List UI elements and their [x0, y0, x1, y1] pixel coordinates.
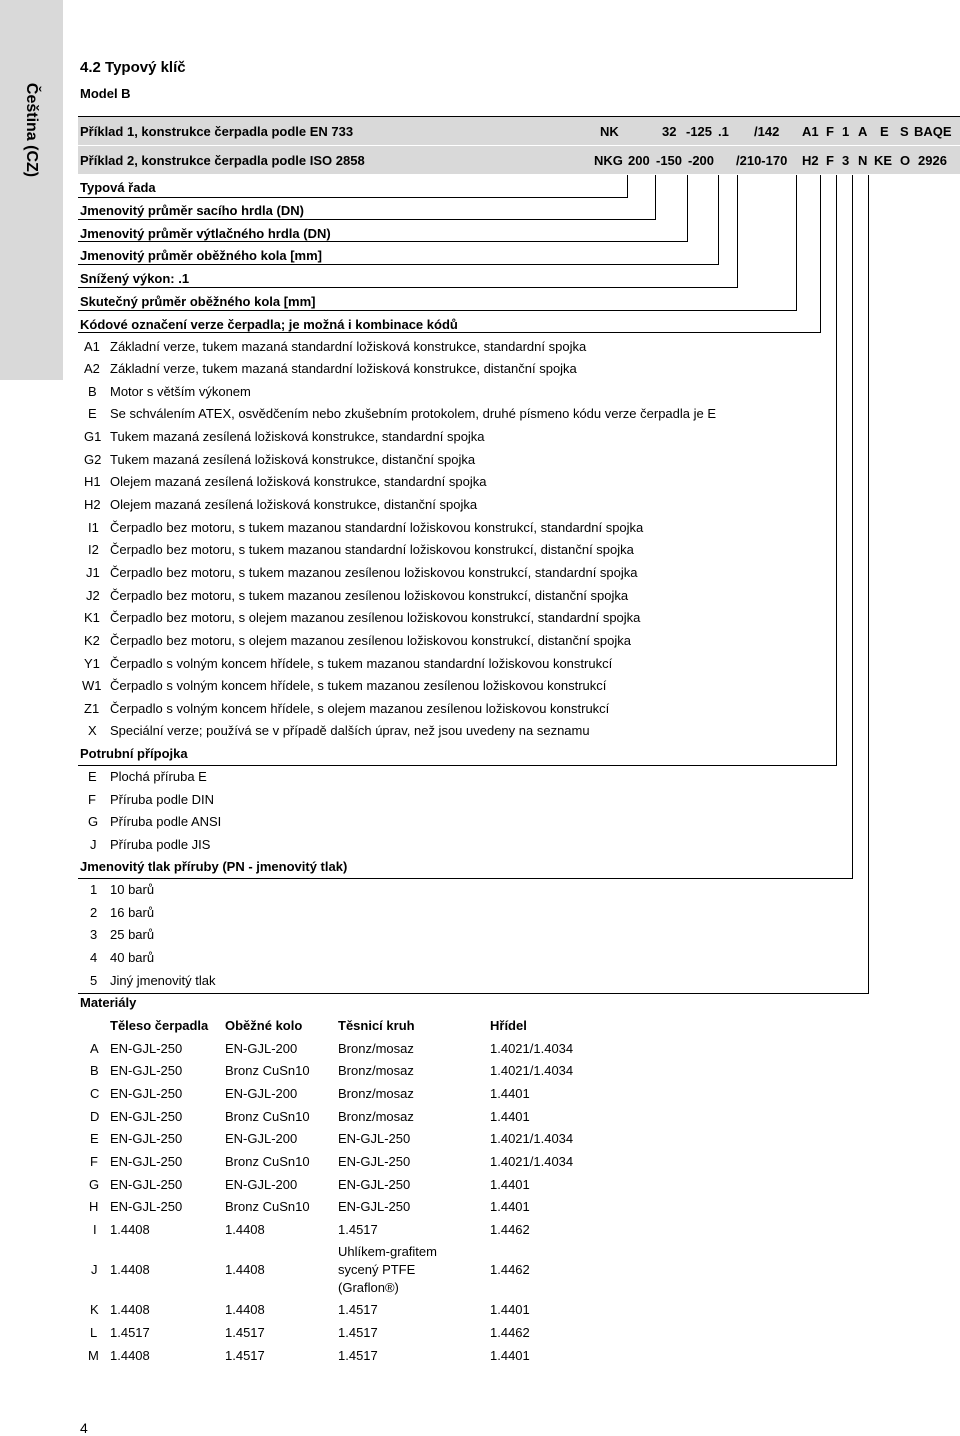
- material-cell: EN-GJL-250: [338, 1177, 411, 1192]
- connector-v7: [820, 175, 821, 333]
- ex2-actual-impeller: /210-170: [736, 153, 788, 168]
- material-cell: 1.4021/1.4034: [490, 1063, 574, 1078]
- material-cell-seal-line-3: (Graflon®): [338, 1280, 399, 1295]
- version-text: Tukem mazaná zesílená ložisková konstrukce, distanční spojka: [110, 452, 476, 467]
- version-code: A1: [84, 339, 100, 354]
- material-cell: 1.4517: [225, 1348, 265, 1363]
- material-cell: EN-GJL-250: [338, 1199, 411, 1214]
- material-code: H: [89, 1199, 99, 1214]
- pressure-code: 4: [90, 950, 98, 965]
- material-code: F: [90, 1154, 98, 1169]
- material-cell: Bronz CuSn10: [225, 1199, 310, 1214]
- version-code: W1: [82, 678, 102, 693]
- material-cell: EN-GJL-250: [110, 1199, 183, 1214]
- ex2-connection: F: [826, 153, 834, 168]
- version-code: H1: [84, 474, 101, 489]
- ex1-dn-suction: 32: [662, 124, 677, 139]
- example-1-label: Příklad 1, konstrukce čerpadla podle EN 733: [80, 124, 354, 139]
- connector-h9: [78, 878, 853, 879]
- material-cell: EN-GJL-200: [225, 1177, 298, 1192]
- material-cell: 1.4517: [338, 1222, 378, 1237]
- version-text: Tukem mazaná zesílená ložisková konstrukce, standardní spojka: [110, 429, 485, 444]
- material-cell: 1.4517: [338, 1325, 378, 1340]
- material-cell: EN-GJL-250: [110, 1086, 183, 1101]
- connector-h8: [78, 765, 837, 766]
- version-code: A2: [84, 361, 100, 376]
- ex1-material: A: [858, 124, 868, 139]
- material-cell: EN-GJL-250: [110, 1154, 183, 1169]
- language-label-wrap: [10, 60, 52, 260]
- material-cell: EN-GJL-200: [225, 1086, 298, 1101]
- pressure-text: 40 barů: [110, 950, 155, 965]
- material-cell: 1.4517: [338, 1302, 378, 1317]
- ex1-code-e: E: [880, 124, 889, 139]
- ex1-version: A1: [802, 124, 819, 139]
- material-code: C: [90, 1086, 100, 1101]
- connection-code: E: [88, 769, 97, 784]
- material-code: I: [93, 1222, 97, 1237]
- language-side-tab: [0, 0, 63, 380]
- key-dn-discharge: Jmenovitý průměr výtlačného hrdla (DN): [80, 226, 331, 241]
- version-code: H2: [84, 497, 101, 512]
- key-impeller-dia: Jmenovitý průměr oběžného kola [mm]: [80, 248, 322, 263]
- material-cell: Bronz CuSn10: [225, 1154, 310, 1169]
- band-separator: [78, 145, 960, 146]
- ex2-code-2926: 2926: [918, 153, 947, 168]
- material-cell: 1.4517: [338, 1348, 378, 1363]
- version-text: Čerpadlo s volným koncem hřídele, s tukem mazanou standardní ložiskovou konstrukcí: [110, 656, 613, 671]
- version-text: Čerpadlo bez motoru, s tukem mazanou zesílenou ložiskovou konstrukcí, distanční spojka: [110, 588, 629, 603]
- material-cell: 1.4401: [490, 1109, 530, 1124]
- ex1-pressure: 1: [842, 124, 850, 139]
- connector-v3: [687, 175, 688, 242]
- connection-code: J: [90, 837, 97, 852]
- version-text: Olejem mazaná zesílená ložisková konstrukce, standardní spojka: [110, 474, 487, 489]
- version-text: Čerpadlo bez motoru, s tukem mazanou zesílenou ložiskovou konstrukcí, standardní spojka: [110, 565, 638, 580]
- material-cell: 1.4401: [490, 1348, 530, 1363]
- version-text: Olejem mazaná zesílená ložisková konstrukce, distanční spojka: [110, 497, 478, 512]
- material-cell: 1.4401: [490, 1086, 530, 1101]
- pressure-code: 3: [90, 927, 98, 942]
- material-cell: 1.4408: [110, 1348, 150, 1363]
- material-cell: Bronz/mosaz: [338, 1086, 414, 1101]
- ex1-series: NK: [600, 124, 619, 139]
- connector-h3: [78, 241, 688, 242]
- connector-v10: [868, 175, 869, 994]
- materials-col-casing: Těleso čerpadla: [110, 1018, 209, 1033]
- materials-col-seal: Těsnicí kruh: [338, 1018, 415, 1033]
- connector-v6: [796, 175, 797, 311]
- material-cell: EN-GJL-250: [110, 1131, 183, 1146]
- connector-v2: [655, 175, 656, 220]
- ex1-code-s: S: [900, 124, 909, 139]
- version-code: K1: [84, 610, 100, 625]
- ex1-dn-discharge: -125: [686, 124, 713, 139]
- material-cell: Bronz/mosaz: [338, 1109, 414, 1124]
- version-text: Základní verze, tukem mazaná standardní ložisková konstrukce, standardní spojka: [110, 339, 587, 354]
- material-cell: Bronz CuSn10: [225, 1109, 310, 1124]
- model-label: Model B: [80, 86, 131, 101]
- connector-v5: [737, 175, 738, 288]
- version-text: Čerpadlo s volným koncem hřídele, s tukem mazanou zesílenou ložiskovou konstrukcí: [110, 678, 607, 693]
- material-cell: 1.4021/1.4034: [490, 1154, 574, 1169]
- ex2-material: N: [858, 153, 868, 168]
- material-cell: EN-GJL-250: [338, 1154, 411, 1169]
- version-text: Čerpadlo bez motoru, s tukem mazanou standardní ložiskovou konstrukcí, standardní spojka: [110, 520, 644, 535]
- pressure-code: 5: [90, 973, 98, 988]
- version-text: Speciální verze; používá se v případě dalších úprav, než jsou uvedeny na seznamu: [110, 723, 590, 738]
- pressure-code: 1: [90, 882, 98, 897]
- version-code: K2: [84, 633, 100, 648]
- material-cell: 1.4517: [225, 1325, 265, 1340]
- material-cell: 1.4401: [490, 1199, 530, 1214]
- connector-v9: [852, 175, 853, 879]
- version-code: X: [88, 723, 97, 738]
- version-code: I2: [88, 542, 99, 557]
- pressure-text: 16 barů: [110, 905, 155, 920]
- ex2-impeller: -200: [688, 153, 715, 168]
- material-cell: Bronz/mosaz: [338, 1041, 414, 1056]
- material-cell: 1.4408: [110, 1222, 150, 1237]
- material-cell: 1.4462: [490, 1222, 530, 1237]
- material-cell: EN-GJL-250: [110, 1109, 183, 1124]
- version-code: E: [88, 406, 97, 421]
- ex1-reduced: .1: [718, 124, 729, 139]
- connection-code: G: [88, 814, 99, 829]
- section-title: 4.2 Typový klíč: [80, 59, 186, 76]
- page-number: 4: [80, 1420, 88, 1436]
- material-cell: 1.4462: [490, 1262, 530, 1277]
- material-cell: 1.4021/1.4034: [490, 1131, 574, 1146]
- ex2-dn-suction: 200: [628, 153, 650, 168]
- materials-col-impeller: Oběžné kolo: [225, 1018, 303, 1033]
- material-cell: EN-GJL-250: [338, 1131, 411, 1146]
- ex1-impeller: /142: [754, 124, 780, 139]
- materials-col-shaft: Hřídel: [490, 1018, 527, 1033]
- material-cell: 1.4408: [110, 1262, 150, 1277]
- key-actual-impeller: Skutečný průměr oběžného kola [mm]: [80, 294, 316, 309]
- language-label: Čeština (CZ): [23, 82, 40, 178]
- connector-h2: [78, 219, 656, 220]
- connection-text: Plochá příruba E: [110, 769, 207, 784]
- connector-h6: [78, 310, 797, 311]
- pressure-text: 25 barů: [110, 927, 155, 942]
- top-rule: [78, 116, 960, 117]
- material-cell: 1.4408: [225, 1222, 265, 1237]
- version-text: Se schválením ATEX, osvědčením nebo zkušebním protokolem, druhé písmeno kódu verze čerpadla je E: [110, 406, 717, 421]
- version-code: I1: [88, 520, 99, 535]
- version-text: Čerpadlo bez motoru, s olejem mazanou zesílenou ložiskovou konstrukcí, standardní spojka: [110, 610, 641, 625]
- connector-v8: [836, 175, 837, 766]
- key-series: Typová řada: [80, 180, 156, 195]
- material-cell: Bronz CuSn10: [225, 1063, 310, 1078]
- pressure-text: Jiný jmenovitý tlak: [110, 973, 216, 988]
- connection-text: Příruba podle ANSI: [110, 814, 222, 829]
- connector-h7: [78, 332, 821, 333]
- material-cell: 1.4517: [110, 1325, 150, 1340]
- material-cell: EN-GJL-200: [225, 1041, 298, 1056]
- ex2-pressure: 3: [842, 153, 850, 168]
- version-text: Čerpadlo s volným koncem hřídele, s olejem mazanou zesílenou ložiskovou konstrukcí: [110, 701, 610, 716]
- material-cell-seal-line-2: sycený PTFE: [338, 1262, 416, 1277]
- material-code: M: [88, 1348, 99, 1363]
- version-code: G1: [84, 429, 102, 444]
- connection-code: F: [88, 792, 96, 807]
- material-cell: EN-GJL-250: [110, 1177, 183, 1192]
- connector-v1: [627, 175, 628, 198]
- material-cell: EN-GJL-200: [225, 1131, 298, 1146]
- pressure-text: 10 barů: [110, 882, 155, 897]
- ex2-series: NKG: [594, 153, 623, 168]
- ex1-connection: F: [826, 124, 834, 139]
- pressure-heading: Jmenovitý tlak příruby (PN - jmenovitý tlak): [80, 859, 348, 874]
- material-code: D: [90, 1109, 100, 1124]
- material-code: E: [90, 1131, 99, 1146]
- key-dn-suction: Jmenovitý průměr sacího hrdla (DN): [80, 203, 304, 218]
- ex2-code-ke: KE: [874, 153, 893, 168]
- material-cell: 1.4401: [490, 1177, 530, 1192]
- version-code: J2: [86, 588, 100, 603]
- material-cell: EN-GJL-250: [110, 1041, 183, 1056]
- material-cell: EN-GJL-250: [110, 1063, 183, 1078]
- material-cell: 1.4408: [225, 1302, 265, 1317]
- material-code: B: [90, 1063, 99, 1078]
- materials-heading: Materiály: [80, 995, 137, 1010]
- material-code: G: [89, 1177, 100, 1192]
- connector-h4: [78, 264, 719, 265]
- material-cell: 1.4401: [490, 1302, 530, 1317]
- key-reduced-output: Snížený výkon: .1: [80, 271, 190, 286]
- material-cell: 1.4462: [490, 1325, 530, 1340]
- version-text: Základní verze, tukem mazaná standardní ložisková konstrukce, distanční spojka: [110, 361, 577, 376]
- version-code: J1: [86, 565, 100, 580]
- material-code: K: [90, 1302, 99, 1317]
- version-code: B: [88, 384, 97, 399]
- version-code: G2: [84, 452, 102, 467]
- material-code: J: [91, 1262, 98, 1277]
- connection-heading: Potrubní přípojka: [80, 746, 188, 761]
- connector-v4: [718, 175, 719, 265]
- ex2-dn-discharge: -150: [656, 153, 683, 168]
- connection-text: Příruba podle DIN: [110, 792, 215, 807]
- material-code: L: [90, 1325, 98, 1340]
- ex2-version: H2: [802, 153, 819, 168]
- version-code: Z1: [84, 701, 100, 716]
- version-code: Y1: [84, 656, 100, 671]
- connector-h5: [78, 287, 738, 288]
- pressure-code: 2: [90, 905, 98, 920]
- example-2-label: Příklad 2, konstrukce čerpadla podle ISO 2858: [80, 153, 365, 168]
- material-cell-seal-line-1: Uhlíkem-grafitem: [338, 1244, 437, 1259]
- connector-h10: [78, 993, 869, 994]
- version-text: Čerpadlo bez motoru, s tukem mazanou standardní ložiskovou konstrukcí, distanční spojka: [110, 542, 634, 557]
- connector-h1: [78, 197, 628, 198]
- material-cell: 1.4408: [110, 1302, 150, 1317]
- material-cell: Bronz/mosaz: [338, 1063, 414, 1078]
- version-text: Čerpadlo bez motoru, s olejem mazanou zesílenou ložiskovou konstrukcí, distanční spojka: [110, 633, 631, 648]
- connection-text: Příruba podle JIS: [110, 837, 211, 852]
- version-text: Motor s větším výkonem: [110, 384, 251, 399]
- ex1-code-baqe: BAQE: [914, 124, 952, 139]
- material-cell: 1.4021/1.4034: [490, 1041, 574, 1056]
- material-cell: 1.4408: [225, 1262, 265, 1277]
- version-heading: Kódové označení verze čerpadla; je možná i kombinace kódů: [80, 317, 458, 332]
- ex2-code-o: O: [900, 153, 911, 168]
- material-code: A: [90, 1041, 99, 1056]
